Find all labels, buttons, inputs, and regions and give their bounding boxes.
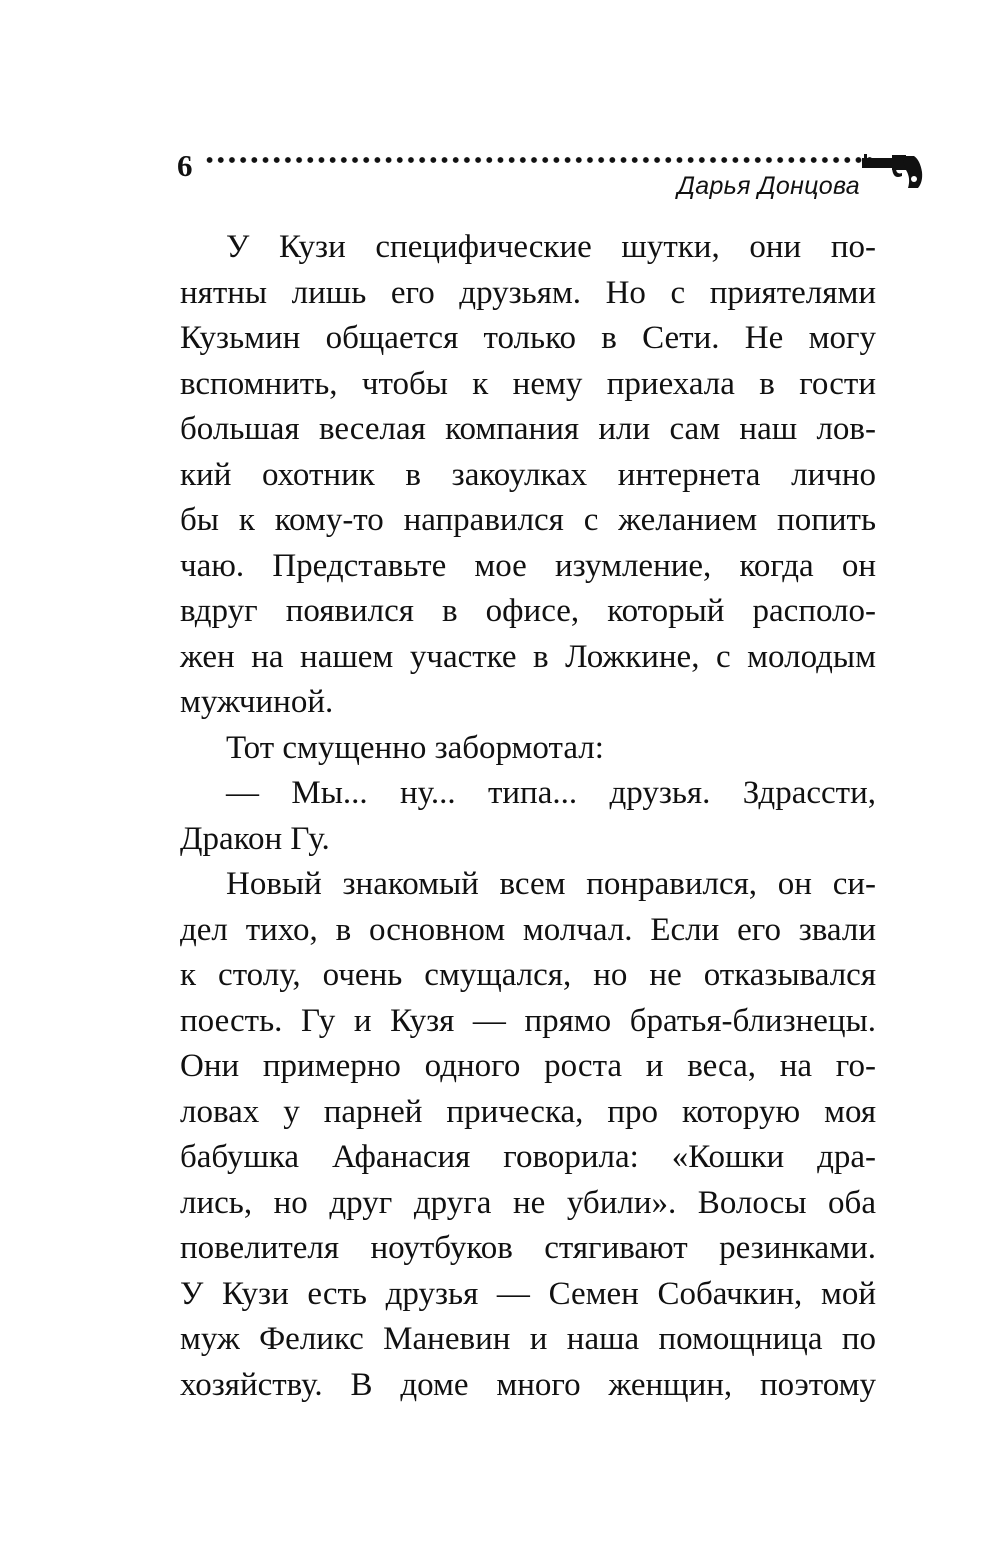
text-line: вдруг появился в офисе, который располо- [180,593,876,629]
text-line: — Мы... ну... типа... друзья. Здрассти, [226,775,876,811]
text-line: бы к кому-то направился с желанием попить [180,502,876,538]
dot-leader [204,153,876,167]
text-line: большая веселая компания или сам наш лов- [180,411,876,447]
text-line: муж Феликс Маневин и наша помощница по [180,1321,876,1357]
running-author: Дарья Донцова [677,172,860,200]
text-line: к столу, очень смущался, но не отказывался [180,957,876,993]
text-line: вспомнить, чтобы к нему приехала в гости [180,365,876,402]
text-line: Кузьмин общается только в Сети. Не могу [180,320,876,356]
text-line: кий охотник в закоулках интернета лично [180,456,876,493]
text-line: поесть. Гу и Кузя — прямо братья-близнецы. [180,1002,876,1039]
text-line: чаю. Представьте мое изумление, когда он [180,547,876,584]
text-line: бабушка Афанасия говорила: «Кошки дра- [180,1139,876,1175]
text-line: нятны лишь его друзьям. Но с приятелями [180,274,876,311]
text-line: У Кузи есть друзья — Семен Собачкин, мой [180,1275,876,1312]
page-number: 6 [177,148,193,183]
text-line: Они примерно одного роста и веса, на го- [180,1048,876,1084]
text-line: дел тихо, в основном молчал. Если его звали [180,911,876,948]
text-line: Дракон Гу. [180,820,330,857]
text-line: Новый знакомый всем понравился, он си- [226,866,876,902]
text-line: повелителя ноутбуков стягивают резинками. [180,1230,876,1266]
text-line: жен на нашем участке в Ложкине, с молодым [180,638,876,675]
body-text [180,225,876,1408]
text-line: Тот смущенно забормотал: [226,729,604,766]
text-line: хозяйству. В доме много женщин, поэтому [180,1366,876,1403]
text-line: ловах у парней прическа, про которую моя [180,1093,876,1130]
text-line: У Кузи специфические шутки, они по- [226,229,876,265]
text-line: лись, но друг друга не убили». Волосы оба [180,1184,876,1221]
revolver-icon [862,146,924,190]
text-line: мужчиной. [180,684,334,720]
